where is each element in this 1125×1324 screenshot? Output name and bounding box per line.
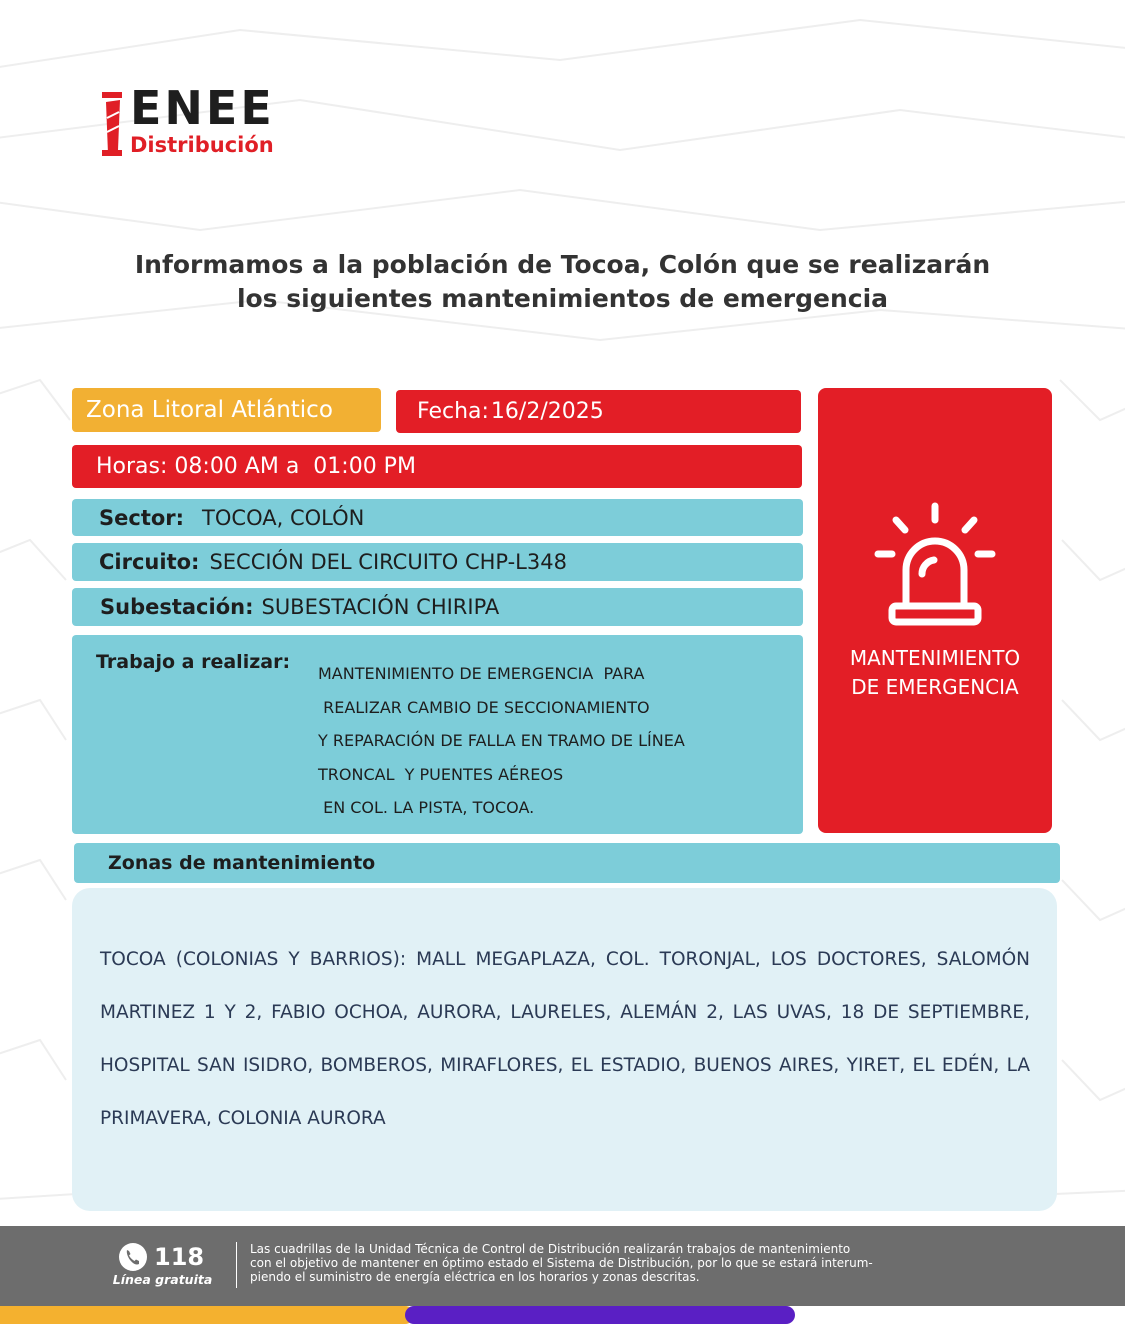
work-line: EN COL. LA PISTA, TOCOA. bbox=[318, 798, 535, 817]
footer-disclaimer bbox=[250, 1242, 1050, 1284]
work-line: Y REPARACIÓN DE FALLA EN TRAMO DE LÍNEA bbox=[318, 731, 685, 750]
substation-value: SUBESTACIÓN CHIRIPA bbox=[261, 595, 500, 619]
zones-title: Zonas de mantenimiento bbox=[108, 852, 376, 874]
logo-mark-icon bbox=[102, 92, 124, 156]
circuit-label: Circuito: bbox=[99, 550, 200, 574]
logo-subtitle: Distribución bbox=[130, 133, 274, 157]
logo-wordmark: ENEE bbox=[130, 81, 275, 135]
work-panel bbox=[72, 635, 803, 834]
hours-value: 08:00 AM a 01:00 PM bbox=[174, 454, 416, 479]
footer bbox=[0, 1226, 1125, 1306]
zone-badge bbox=[72, 388, 381, 432]
footer-divider bbox=[236, 1242, 237, 1288]
phone-icon bbox=[118, 1242, 148, 1272]
footer-line: piendo el suministro de energía eléctrica en los horarios y zonas descritas. bbox=[250, 1270, 700, 1284]
sector-value: TOCOA, COLÓN bbox=[202, 505, 365, 530]
zones-panel bbox=[72, 888, 1057, 1211]
emergency-label bbox=[818, 644, 1052, 702]
work-line: MANTENIMIENTO DE EMERGENCIA PARA bbox=[318, 664, 645, 683]
footer-line: Las cuadrillas de la Unidad Técnica de Control de Distribución realizarán trabajos de mantenimiento bbox=[250, 1242, 851, 1256]
date-label: Fecha: bbox=[417, 399, 489, 424]
substation-label: Subestación: bbox=[100, 595, 254, 619]
siren-icon bbox=[868, 498, 1003, 633]
sector-bar bbox=[72, 499, 803, 536]
phone-label: Línea gratuita bbox=[112, 1272, 213, 1287]
hotline bbox=[100, 1240, 225, 1290]
headline bbox=[40, 248, 1085, 316]
substation-bar bbox=[72, 588, 803, 626]
headline-line-1: Informamos a la población de Tocoa, Colón que se realizarán bbox=[134, 250, 991, 279]
emergency-line-2: DE EMERGENCIA bbox=[851, 675, 1019, 699]
phone-number: 118 bbox=[154, 1243, 205, 1271]
hours-bar bbox=[72, 445, 802, 488]
work-description bbox=[318, 657, 798, 825]
footer-stripe-purple bbox=[405, 1306, 795, 1324]
headline-line-2: los siguientes mantenimientos de emergencia bbox=[236, 284, 889, 313]
zone-label: Zona Litoral Atlántico bbox=[86, 397, 333, 423]
circuit-value: SECCIÓN DEL CIRCUITO CHP-L348 bbox=[209, 550, 567, 574]
circuit-bar bbox=[72, 543, 803, 581]
work-line: TRONCAL Y PUENTES AÉREOS bbox=[318, 764, 564, 784]
hours-label: Horas: bbox=[96, 454, 168, 479]
date-value: 16/2/2025 bbox=[490, 399, 604, 424]
sector-label: Sector: bbox=[99, 505, 185, 530]
footer-stripe-orange bbox=[0, 1306, 414, 1324]
work-label: Trabajo a realizar: bbox=[96, 651, 291, 673]
footer-line: con el objetivo de mantener en óptimo estado el Sistema de Distribución, por lo que se estará interum- bbox=[250, 1256, 873, 1270]
enee-logo bbox=[102, 81, 322, 160]
zones-header bbox=[74, 843, 1060, 883]
work-line: REALIZAR CAMBIO DE SECCIONAMIENTO bbox=[318, 697, 650, 717]
zones-list: TOCOA (COLONIAS Y BARRIOS): MALL MEGAPLAZA, COL. TORONJAL, LOS DOCTORES, SALOMÓN MARTINEZ 1 Y 2, FABIO OCHOA, AURORA, LAURELES, ALEMÁN 2, LAS UVAS, 18 DE SEPTIEMBRE, HOSPITAL SAN ISIDRO, BOMBEROS, MIRAFLORES, EL ESTADIO, BUENOS AIRES, YIRET, EL EDÉN, LA PRIMAVERA, COLONIA AURORA bbox=[100, 949, 1030, 1129]
date-bar bbox=[396, 390, 801, 433]
emergency-line-1: MANTENIMIENTO bbox=[849, 646, 1021, 670]
emergency-card bbox=[818, 388, 1052, 833]
